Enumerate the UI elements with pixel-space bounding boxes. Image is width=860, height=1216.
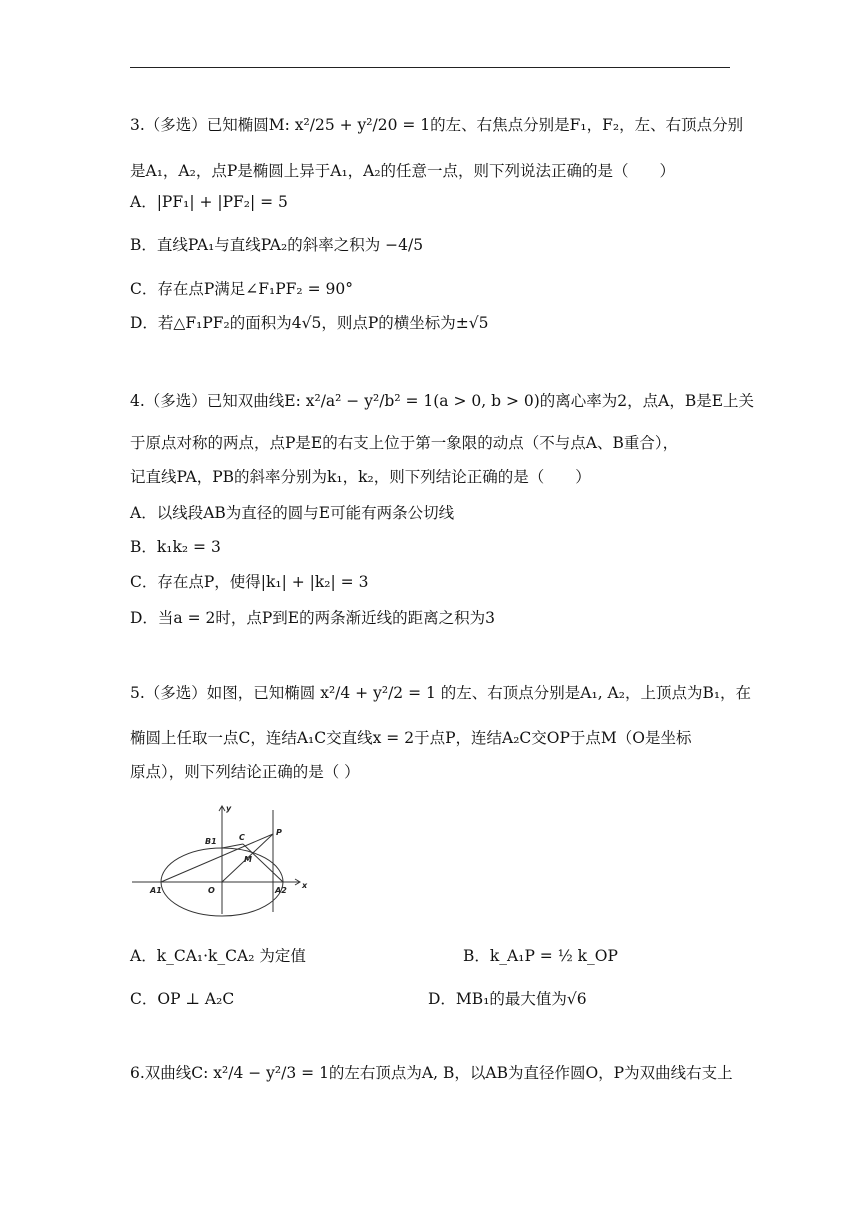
q4-stem-line2: 于原点对称的两点，点P是E的右支上位于第一象限的动点（不与点A、B重合）， [130, 434, 679, 452]
fig-label-p: P [276, 828, 282, 837]
q3-option-b: B．直线PA₁与直线PA₂的斜率之积为 −4/5 [130, 236, 424, 254]
fig-label-a2: A2 [275, 886, 287, 895]
q5-stem-line3: 原点），则下列结论正确的是（ ） [130, 763, 360, 781]
q3-stem-line2: 是A₁，A₂，点P是椭圆上异于A₁，A₂的任意一点，则下列说法正确的是（ ） [130, 162, 676, 180]
fig-label-y: y [226, 804, 232, 813]
q4-stem-line3: 记直线PA，PB的斜率分别为k₁，k₂，则下列结论正确的是（ ） [130, 468, 591, 486]
q5-option-d: D．MB₁的最大值为√6 [428, 990, 587, 1008]
q5-option-a: A．k_CA₁·k_CA₂ 为定值 [130, 947, 306, 965]
q3-option-c: C．存在点P满足∠F₁PF₂ = 90° [130, 280, 353, 298]
q5-option-b: B．k_A₁P = ½ k_OP [463, 947, 618, 965]
q3-option-a: A．|PF₁| + |PF₂| = 5 [130, 193, 288, 211]
q5-stem-line2: 椭圆上任取一点C，连结A₁C交直线x = 2于点P，连结A₂C交OP于点M（O是坐标 [130, 729, 692, 747]
q4-option-b: B．k₁k₂ = 3 [130, 538, 221, 556]
fig-label-x: x [302, 881, 308, 890]
q3-option-d: D．若△F₁PF₂的面积为4√5，则点P的横坐标为±√5 [130, 314, 489, 332]
line-b1-c [222, 844, 243, 848]
q4-option-d: D．当a = 2时，点P到E的两条渐近线的距离之积为3 [130, 609, 495, 627]
fig-label-m: M [244, 855, 252, 864]
q4-option-a: A．以线段AB为直径的圆与E可能有两条公切线 [130, 504, 455, 522]
q3-stem-line1: 3.（多选）已知椭圆M: x²/25 + y²/20 = 1的左、右焦点分别是F₁，F₂，左、右顶点分别 [130, 116, 744, 134]
fig-label-a1: A1 [150, 886, 162, 895]
q6-stem-line1: 6.双曲线C: x²/4 − y²/3 = 1的左右顶点为A, B，以AB为直径作圆O，P为双曲线右支上 [130, 1064, 733, 1082]
fig-label-o: O [208, 886, 215, 895]
q4-stem-line1: 4.（多选）已知双曲线E: x²/a² − y²/b² = 1(a > 0, b > 0)的离心率为2，点A，B是E上关 [130, 392, 755, 410]
q5-ellipse-figure [128, 800, 320, 918]
fig-label-c: C [239, 833, 245, 842]
header-rule [130, 67, 730, 68]
q5-option-c: C．OP ⊥ A₂C [130, 990, 235, 1008]
q4-option-c: C．存在点P，使得|k₁| + |k₂| = 3 [130, 573, 369, 591]
q5-stem-line1: 5.（多选）如图，已知椭圆 x²/4 + y²/2 = 1 的左、右顶点分别是A₁, A₂，上顶点为B₁，在 [130, 684, 752, 702]
fig-label-b1: B1 [205, 837, 217, 846]
